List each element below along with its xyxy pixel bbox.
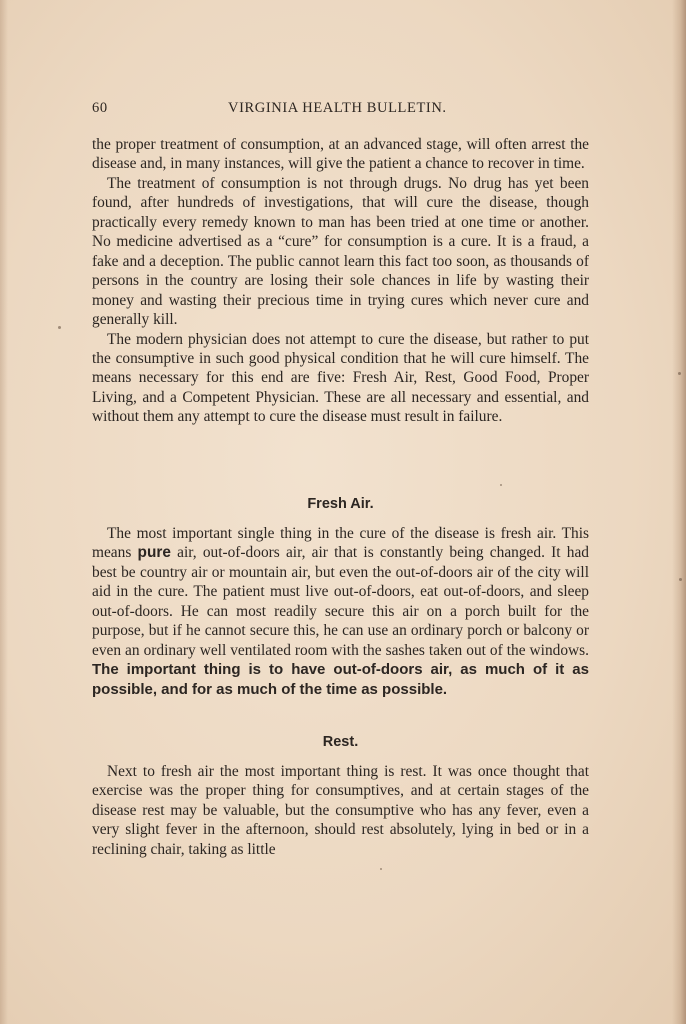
paper-speck	[380, 868, 382, 870]
fresh-air-paragraph	[92, 524, 589, 699]
fresh-air-text-b: air, out-of-doors air, air that is constantly being changed. It had best be country air or mountain air, but even the out-of-doors air of the city will aid in the cure. The patient must live out-of-doors, eat out-of-doors, and sleep out-of-doors. He can most readily secure this air on a porch built for the purpose, but if he cannot secure this, he can use an ordinary porch or balcony or even an ordinary well ventilated room with the sashes taken out of the windows.	[92, 544, 589, 659]
running-title: VIRGINIA HEALTH BULLETIN.	[228, 100, 447, 116]
page-right-edge	[672, 0, 686, 1024]
paper-speck	[679, 578, 682, 581]
fresh-air-emphasis: pure	[137, 544, 171, 562]
fresh-air-bold-statement: The important thing is to have out-of-doors air, as much of it as possible, and for as much of the time as possible.	[92, 661, 589, 698]
paper-speck	[678, 372, 681, 375]
rest-section	[92, 762, 589, 859]
fresh-air-section	[92, 524, 589, 699]
rest-paragraph: Next to fresh air the most important thing is rest. It was once thought that exercise was the proper thing for consumptives, and at certain stages of the disease rest may be valuable, but the consumptive who has any fever, even a very slight fever in the afternoon, should rest absolutely, lying in bed or in a reclining chair, taking as little	[92, 763, 589, 858]
intro-section	[92, 135, 589, 427]
fresh-air-heading: Fresh Air.	[307, 496, 374, 512]
paper-speck	[58, 326, 61, 329]
rest-heading: Rest.	[322, 734, 359, 750]
page-header	[92, 100, 592, 122]
intro-paragraph-1: the proper treatment of consumption, at an advanced stage, will often arrest the disease and, in many instances, will give the patient a chance to recover in time.	[92, 136, 589, 173]
page-left-shadow	[0, 0, 8, 1024]
intro-paragraph-2: The treatment of consumption is not through drugs. No drug has yet been found, after hundreds of investigations, that will cure the disease, though practically every remedy known to man has been tried at one time or another. No medicine advertised as a “cure” for consumption is a cure. It is a fraud, a fake and a deception. The public cannot learn this fact too soon, as thousands of persons in the country are losing their sole chances in life by wasting their money and wasting their precious time in trying cures which never cure and generally kill.	[92, 174, 589, 329]
page-number: 60	[92, 100, 108, 116]
fresh-air-text-a: The most important single thing in the cure of the disease is fresh air. This means	[92, 525, 589, 562]
paper-speck	[500, 484, 502, 486]
intro-paragraph-3: The modern physician does not attempt to cure the disease, but rather to put the consumptive in such good physical condition that he will cure himself. The means necessary for this end are five: Fresh Air, Rest, Good Food, Proper Living, and a Competent Physician. These are all necessary and essential, and without them any attempt to cure the disease must result in failure.	[92, 330, 589, 426]
